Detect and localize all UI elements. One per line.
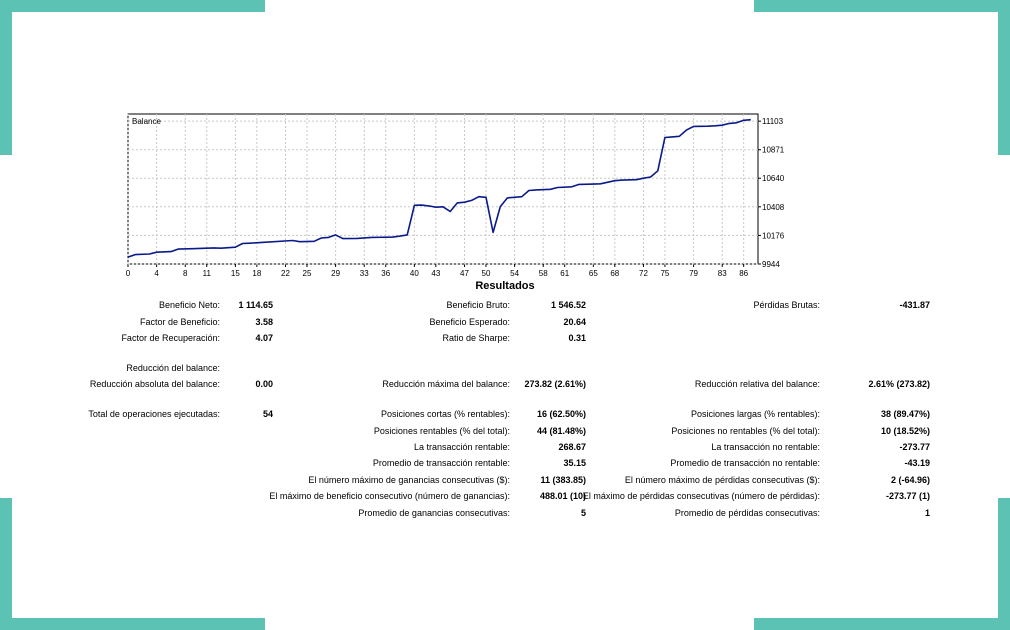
short-positions-value: 16 (62.50%) <box>536 409 586 419</box>
x-tick-label: 61 <box>560 269 570 278</box>
balance-drawdown-heading: Reducción del balance: <box>126 363 220 373</box>
total-trades-label: Total de operaciones ejecutadas: <box>88 409 220 419</box>
profit-trades-label: Posiciones rentables (% del total): <box>373 426 510 436</box>
expected-payoff-value: 20.64 <box>563 317 586 327</box>
x-tick-label: 36 <box>381 269 391 278</box>
net-profit-value: 1 114.65 <box>238 300 273 310</box>
y-tick-label: 9944 <box>762 260 780 269</box>
x-tick-label: 0 <box>125 269 131 278</box>
profit-trades-value: 44 (81.48%) <box>536 426 586 436</box>
profit-factor-value: 3.58 <box>255 317 273 327</box>
gross-profit-label: Beneficio Bruto: <box>446 300 510 310</box>
plot-area <box>128 114 758 264</box>
x-tick-label: 68 <box>610 269 620 278</box>
frame-corner-bottom-right-v <box>998 498 1010 630</box>
average-profit-trade-label: Promedio de transacción rentable: <box>372 458 510 468</box>
profit-factor-label: Factor de Beneficio: <box>139 317 220 327</box>
gross-loss-label: Pérdidas Brutas: <box>753 300 820 310</box>
x-tick-label: 83 <box>717 269 727 278</box>
sharpe-ratio-label: Ratio de Sharpe: <box>442 333 510 343</box>
long-positions-value: 38 (89.47%) <box>880 409 930 419</box>
largest-profit-trade-label: La transacción rentable: <box>413 442 510 452</box>
relative-drawdown-label: Reducción relativa del balance: <box>694 379 820 389</box>
average-consecutive-losses-value: 1 <box>924 508 930 518</box>
max-consecutive-profit-value: 488.01 (10) <box>539 491 586 501</box>
average-consecutive-wins-value: 5 <box>580 508 586 518</box>
frame-corner-bottom-left-v <box>0 498 12 630</box>
y-tick-label: 10871 <box>762 145 785 155</box>
x-tick-label: 25 <box>302 269 312 278</box>
y-tick-label: 11103 <box>762 117 784 127</box>
x-tick-label: 43 <box>431 269 441 278</box>
results-title: Resultados <box>475 280 535 292</box>
average-consecutive-wins-label: Promedio de ganancias consecutivas: <box>358 508 510 518</box>
absolute-drawdown-value: 0.00 <box>255 379 273 389</box>
x-tick-label: 79 <box>689 269 699 278</box>
largest-loss-trade-value: -273.77 <box>899 442 930 452</box>
average-consecutive-losses-label: Promedio de pérdidas consecutivas: <box>674 508 820 518</box>
average-loss-trade-value: -43.19 <box>904 458 930 468</box>
max-consecutive-losses-value: 2 (-64.96) <box>890 475 930 485</box>
x-tick-label: 65 <box>588 269 598 278</box>
x-tick-label: 11 <box>202 269 211 278</box>
sharpe-ratio-value: 0.31 <box>568 333 586 343</box>
frame-corner-bottom-right-h <box>754 618 1010 630</box>
relative-drawdown-value: 2.61% (273.82) <box>868 379 930 389</box>
x-tick-label: 18 <box>252 269 262 278</box>
max-consecutive-loss-label: El máximo de pérdidas consecutivas (número de pérdidas): <box>582 491 820 501</box>
x-tick-label: 58 <box>538 269 548 278</box>
max-consecutive-profit-label: El máximo de beneficio consecutivo (número de ganancias): <box>269 491 510 501</box>
loss-trades-value: 10 (18.52%) <box>880 426 930 436</box>
loss-trades-label: Posiciones no rentables (% del total): <box>671 426 820 436</box>
x-tick-label: 40 <box>409 269 419 278</box>
recovery-factor-label: Factor de Recuperación: <box>121 333 220 343</box>
long-positions-label: Posiciones largas (% rentables): <box>690 409 820 419</box>
y-tick-label: 10176 <box>762 231 785 241</box>
x-tick-label: 75 <box>660 269 670 278</box>
x-tick-label: 33 <box>359 269 369 278</box>
frame-corner-bottom-left-h <box>0 618 265 630</box>
max-consecutive-wins-label: El número máximo de ganancias consecutivas ($): <box>308 475 510 485</box>
average-profit-trade-value: 35.15 <box>563 458 586 468</box>
y-tick-label: 10640 <box>762 174 785 184</box>
short-positions-label: Posiciones cortas (% rentables): <box>380 409 510 419</box>
absolute-drawdown-label: Reducción absoluta del balance: <box>89 379 220 389</box>
maximal-drawdown-label: Reducción máxima del balance: <box>382 379 510 389</box>
x-tick-label: 29 <box>331 269 341 278</box>
gross-loss-value: -431.87 <box>899 300 930 310</box>
max-consecutive-losses-label: El número máximo de pérdidas consecutivas ($): <box>624 475 820 485</box>
total-trades-value: 54 <box>262 409 273 419</box>
max-consecutive-wins-value: 11 (383.85) <box>540 475 586 485</box>
x-tick-label: 8 <box>183 269 188 278</box>
largest-loss-trade-label: La transacción no rentable: <box>711 442 820 452</box>
max-consecutive-loss-value: -273.77 (1) <box>885 491 930 501</box>
gross-profit-value: 1 546.52 <box>550 300 586 310</box>
x-tick-label: 86 <box>739 269 749 278</box>
recovery-factor-value: 4.07 <box>255 333 273 343</box>
x-tick-label: 4 <box>154 269 159 278</box>
balance-chart <box>0 0 1010 280</box>
x-tick-label: 54 <box>510 269 520 278</box>
y-tick-label: 10408 <box>762 202 785 212</box>
maximal-drawdown-value: 273.82 (2.61%) <box>524 379 586 389</box>
x-tick-label: 47 <box>460 269 469 278</box>
expected-payoff-label: Beneficio Esperado: <box>429 317 510 327</box>
largest-profit-trade-value: 268.67 <box>558 442 586 452</box>
x-tick-label: 15 <box>230 269 240 278</box>
chart-title: Balance <box>132 117 161 126</box>
x-tick-label: 50 <box>481 269 491 278</box>
x-tick-label: 22 <box>281 269 290 278</box>
net-profit-label: Beneficio Neto: <box>158 300 220 310</box>
x-tick-label: 72 <box>639 269 648 278</box>
average-loss-trade-label: Promedio de transacción no rentable: <box>670 458 820 468</box>
